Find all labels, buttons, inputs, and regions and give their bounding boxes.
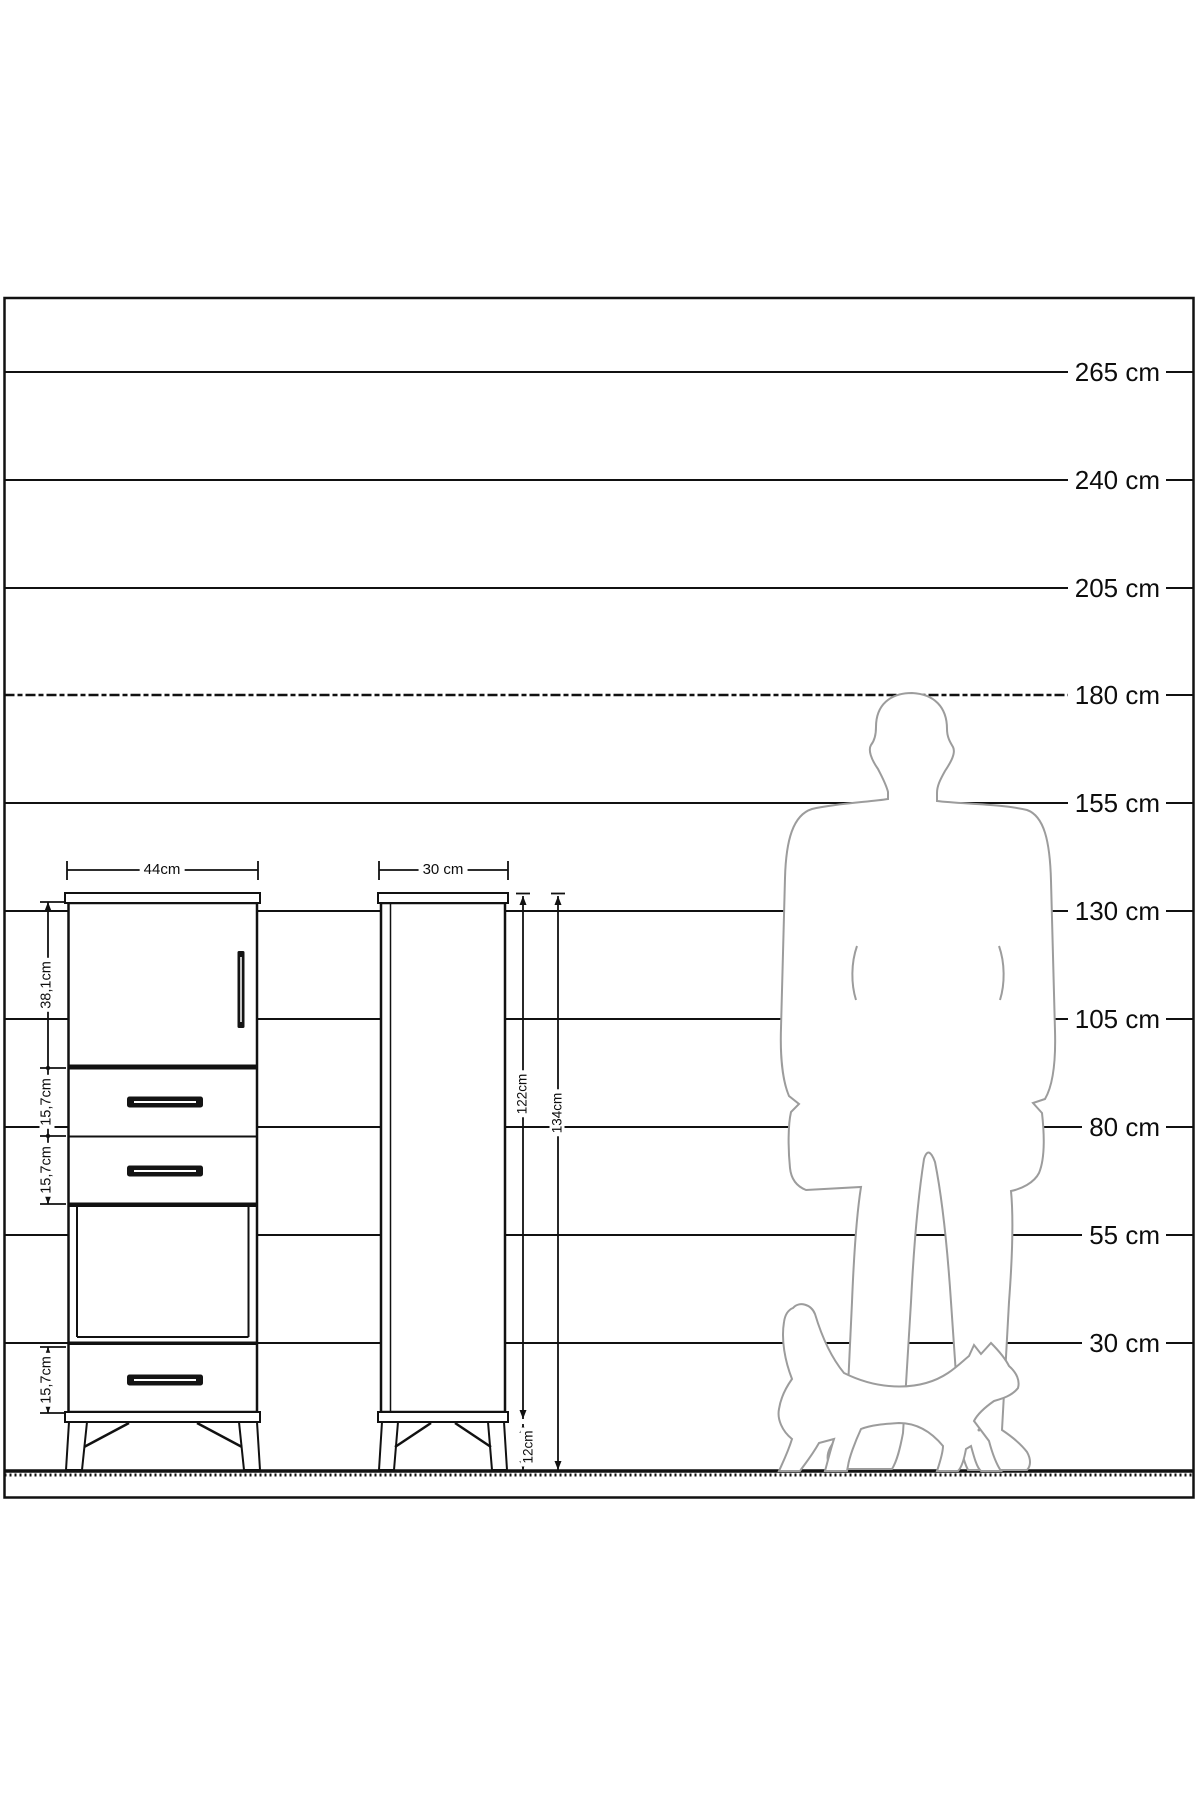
- height-gridline-right-ticks: [1166, 372, 1193, 1343]
- right-dimension-column: [516, 894, 565, 1471]
- height-label-205: 205 cm: [1074, 573, 1160, 603]
- front-cabinet-top-board: [65, 893, 260, 903]
- cabinet-leg-brace: [197, 1423, 242, 1447]
- cabinet-front-view: [65, 893, 260, 1470]
- side-cabinet-bottom-board: [378, 1412, 508, 1422]
- side-depth-label: 30 cm: [419, 862, 468, 878]
- drawer-height-label: 15,7cm: [40, 1075, 55, 1129]
- cabinet-leg-brace: [395, 1423, 431, 1447]
- side-cabinet-body: [381, 903, 505, 1412]
- height-label-240: 240 cm: [1074, 465, 1160, 495]
- height-label-180: 180 cm: [1074, 680, 1160, 710]
- side-cabinet-legs: [379, 1422, 507, 1470]
- leg-height-label: 12cm: [521, 1427, 536, 1466]
- cabinet-leg-brace: [84, 1423, 129, 1447]
- height-label-130: 130 cm: [1074, 896, 1160, 926]
- cabinet-side-view: [378, 893, 508, 1470]
- height-label-55: 55 cm: [1089, 1220, 1160, 1250]
- cat-mark-dot: [978, 1429, 981, 1432]
- front-cabinet-shelf-top-board: [69, 1203, 258, 1208]
- cabinet-leg-brace: [455, 1423, 491, 1447]
- height-label-155: 155 cm: [1074, 788, 1160, 818]
- height-label-80: 80 cm: [1089, 1112, 1160, 1142]
- bottom-drawer-height-label: 15,7cm: [40, 1353, 55, 1407]
- height-label-265: 265 cm: [1074, 357, 1160, 387]
- side-cabinet-top-board: [378, 893, 508, 903]
- front-cabinet-body: [69, 903, 258, 1412]
- carcass-height-label: 122cm: [515, 1071, 530, 1118]
- height-label-30: 30 cm: [1089, 1328, 1160, 1358]
- front-width-label: 44cm: [140, 862, 185, 878]
- front-cabinet-door-divider: [69, 1065, 258, 1070]
- front-cabinet-bottom-board: [65, 1412, 260, 1422]
- front-cabinet-legs: [66, 1422, 260, 1470]
- height-label-105: 105 cm: [1074, 1004, 1160, 1034]
- drawer-height-label: 15,7cm: [40, 1143, 55, 1197]
- ground-line: [5, 1471, 1194, 1475]
- door-height-label: 38,1cm: [40, 958, 55, 1012]
- total-height-label: 134cm: [550, 1090, 565, 1137]
- front-cabinet-shelf-bottom-board: [69, 1342, 258, 1346]
